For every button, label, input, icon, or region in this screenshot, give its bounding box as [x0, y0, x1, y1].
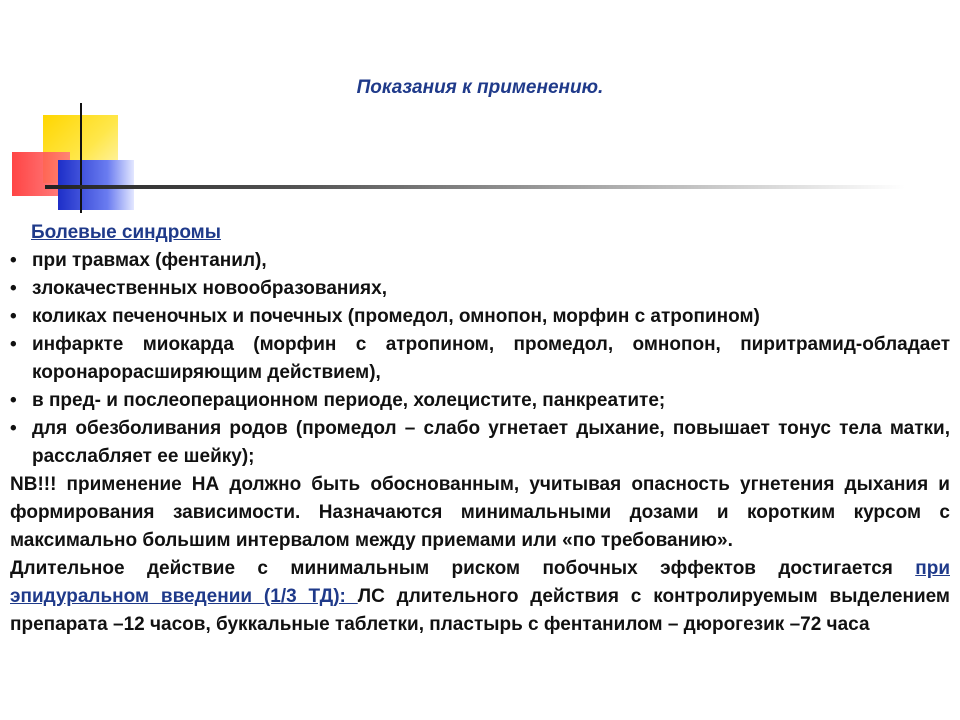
nb-paragraph: NB!!! применение НА должно быть обоснованным, учитывая опасность угнетения дыхания и формирования зависимости. Назначаются минимальными дозами и коротким курсом с максимально большим интервалом между приемами или «по требованию».: [10, 474, 950, 551]
long-action-paragraph: [10, 555, 950, 639]
list-item-text: злокачественных новообразованиях,: [32, 278, 387, 299]
list-item: [10, 275, 950, 303]
paragraph-text-end: ЛС длительного действия с контролируемым выделением препарата –12 часов, буккальные таблетки, пластырь с фентанилом – дюрогезик –72 часа: [10, 586, 950, 635]
slide-body: [10, 219, 950, 639]
paragraph-text-start: Длительное действие с минимальным риском побочных эффектов достигается: [10, 558, 916, 579]
list-item-text: инфаркте миокарда (морфин с атропином, промедол, омнопон, пиритрамид-обладает коронарорасширяющим действием),: [32, 334, 950, 383]
list-item: [10, 415, 950, 471]
list-item: [10, 303, 950, 331]
section-heading: Болевые синдромы: [31, 222, 221, 243]
list-item-text: для обезболивания родов (промедол – слабо угнетает дыхание, повышает тонус тела матки, расслабляет ее шейку);: [32, 418, 950, 467]
slide-title: Показания к применению.: [356, 77, 604, 98]
bullet-marker: •: [10, 390, 17, 411]
bullet-marker: •: [10, 334, 17, 355]
bullet-marker: •: [10, 418, 17, 439]
decor-vertical-line: [80, 103, 82, 213]
bullet-marker: •: [10, 306, 17, 327]
list-item-text: коликах печеночных и почечных (промедол, омнопон, морфин с атропином): [32, 306, 760, 327]
bullet-marker: •: [10, 250, 17, 271]
list-item: [10, 331, 950, 387]
list-item-text: при травмах (фентанил),: [32, 250, 267, 271]
list-item: [10, 247, 950, 275]
bullet-marker: •: [10, 278, 17, 299]
title-divider-line: [45, 185, 905, 189]
epidural-link[interactable]: при эпидуральном введении (1/3 ТД):: [10, 558, 950, 607]
list-item: [10, 387, 950, 415]
list-item-text: в пред- и послеоперационном периоде, холецистите, панкреатите;: [32, 390, 666, 411]
